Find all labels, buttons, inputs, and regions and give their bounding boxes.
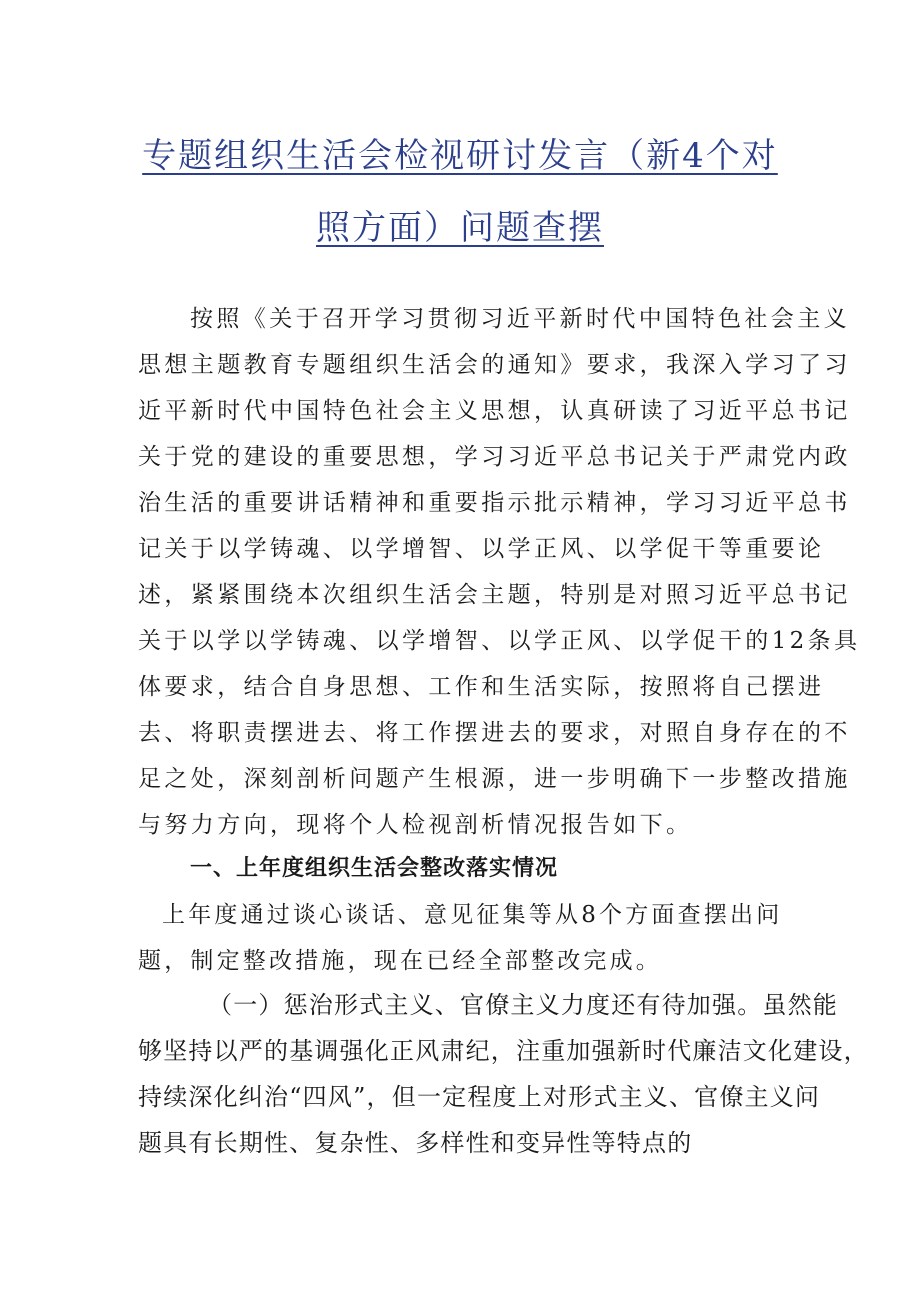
title-text-2: 照方面）问题查摆 — [316, 208, 604, 248]
document-title-line-1 — [120, 136, 800, 176]
title-text-1: 专题组织生活会检视研讨发言（新4个对 — [142, 136, 778, 176]
paragraph-line: 题，制定整改措施，现在已经全部整改完成。 — [138, 948, 662, 974]
paragraph-line: 去、将职责摆进去、将工作摆进去的要求，对照自身存在的不 — [138, 720, 851, 746]
paragraph-line: 近平新时代中国特色社会主义思想，认真研读了习近平总书记 — [138, 398, 851, 424]
paragraph-line: 关于党的建设的重要思想，学习习近平总书记关于严肃党内政 — [138, 444, 851, 470]
paragraph-line: 关于以学以学铸魂、以学增智、以学正风、以学促干的12条具 — [138, 628, 861, 654]
paragraph-line: 持续深化纠治“四风”，但一定程度上对形式主义、官僚主义问 — [138, 1083, 821, 1111]
section-heading-1: 一、上年度组织生活会整改落实情况 — [190, 856, 559, 881]
intro-paragraph — [138, 296, 861, 848]
paragraph-line: 述，紧紧围绕本次组织生活会主题，特别是对照习近平总书记 — [138, 582, 851, 608]
paragraph-line: 记关于以学铸魂、以学增智、以学正风、以学促干等重要论 — [138, 536, 825, 562]
paragraph-line: 体要求，结合自身思想、工作和生活实际，按照将自己摆进 — [138, 674, 825, 700]
paragraph-line: 足之处，深刻剖析问题产生根源，进一步明确下一步整改措施 — [138, 766, 851, 792]
subsection-paragraph — [138, 982, 869, 1166]
paragraph-line: 按照《关于召开学习贯彻习近平新时代中国特色社会主义 — [190, 306, 850, 332]
paragraph-line: 思想主题教育专题组织生活会的通知》要求，我深入学习了习 — [138, 352, 851, 378]
paragraph-line: 与努力方向，现将个人检视剖析情况报告如下。 — [138, 812, 693, 838]
paragraph-line: 够坚持以严的基调强化正风肃纪，注重加强新时代廉洁文化建设， — [138, 1037, 869, 1065]
document-title-line-2 — [120, 208, 800, 248]
paragraph-line: 治生活的重要讲话精神和重要指示批示精神，学习习近平总书 — [138, 490, 851, 516]
paragraph-line: 上年度通过谈心谈话、意见征集等从8个方面查摆出问 — [162, 902, 783, 928]
paragraph-line: 题具有长期性、复杂性、多样性和变异性等特点的 — [138, 1129, 693, 1157]
section1-paragraph — [138, 892, 783, 984]
paragraph-line: （一）惩治形式主义、官僚主义力度还有待加强。虽然能 — [208, 991, 838, 1019]
